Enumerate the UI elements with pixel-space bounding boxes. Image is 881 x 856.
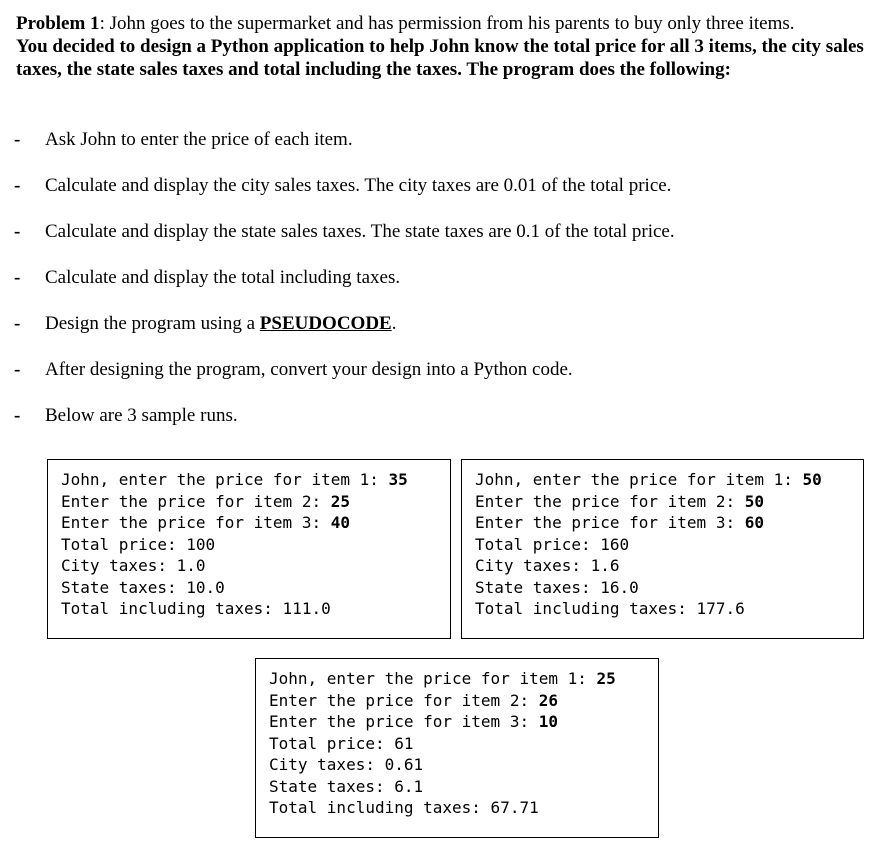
requirement-item [0,358,881,404]
run-state-taxes: State taxes: 10.0 [61,577,225,597]
requirement-item [0,174,881,220]
run-line-item1 [269,668,658,690]
run-line-item3 [269,711,658,733]
requirement-text: Calculate and display the city sales taxes. The city taxes are 0.01 of the total price. [45,175,672,196]
run-input: 25 [596,669,616,688]
run-state-taxes: State taxes: 16.0 [475,577,639,597]
requirement-text [45,312,396,336]
requirement-text-after: . [391,313,397,334]
run-prompt: John, enter the price for item 1: [269,669,597,688]
requirement-text: Ask John to enter the price of each item. [45,129,353,150]
run-line-item2 [61,491,450,513]
run-prompt: Enter the price for item 3: [269,712,539,731]
run-input: 10 [538,712,558,731]
requirement-text: After designing the program, convert your design into a Python code. [45,359,573,380]
requirement-item [0,128,881,174]
bullet-dash: - [14,359,21,380]
sample-run-3 [255,658,659,838]
problem-label: Problem 1 [16,13,100,34]
run-total: Total price: 61 [269,733,414,753]
run-prompt: John, enter the price for item 1: [61,470,389,489]
run-grand-total: Total including taxes: 67.71 [269,798,539,817]
requirement-text-before: Design the program using a [45,313,260,334]
requirement-item [0,404,881,450]
requirement-item [0,220,881,266]
run-city-taxes: City taxes: 0.61 [269,755,424,774]
requirement-text: Calculate and display the total including taxes. [45,267,401,288]
bullet-dash: - [14,129,21,150]
run-input: 25 [330,491,350,511]
run-prompt: Enter the price for item 3: [475,513,745,532]
run-line-item1 [475,469,863,491]
requirement-text: Below are 3 sample runs. [45,405,238,426]
requirements-list [0,128,881,450]
pseudocode-emphasis: PSEUDOCODE [259,313,392,334]
run-input: 60 [744,513,764,532]
sample-run-2 [461,459,864,639]
run-line-item1 [61,469,450,491]
bullet-dash: - [14,175,21,196]
bullet-dash: - [14,313,21,334]
run-prompt: John, enter the price for item 1: [475,470,803,489]
run-line-item2 [269,690,658,712]
requirement-item [0,266,881,312]
bullet-dash: - [14,221,21,242]
run-total: Total price: 100 [61,534,216,554]
run-prompt: Enter the price for item 2: [61,491,331,511]
run-grand-total: Total including taxes: 111.0 [61,599,331,618]
run-grand-total: Total including taxes: 177.6 [475,599,745,618]
run-city-taxes: City taxes: 1.6 [475,556,620,575]
run-input: 50 [744,491,764,511]
run-input: 50 [802,470,822,489]
run-input: 35 [388,470,408,489]
run-input: 40 [330,513,350,532]
bullet-dash: - [14,405,21,426]
sample-run-1 [47,459,451,639]
run-line-item3 [61,512,450,534]
problem-intro: : John goes to the supermarket and has permission from his parents to buy only three items. [99,13,795,34]
run-city-taxes: City taxes: 1.0 [61,556,206,575]
run-input: 26 [538,690,558,710]
run-prompt: Enter the price for item 2: [269,690,539,710]
requirement-text: Calculate and display the state sales taxes. The state taxes are 0.1 of the total price. [45,221,675,242]
run-line-item3 [475,512,863,534]
run-state-taxes: State taxes: 6.1 [269,776,424,796]
run-prompt: Enter the price for item 3: [61,513,331,532]
problem-statement [16,12,866,81]
run-total: Total price: 160 [475,534,630,554]
requirement-item [0,312,881,358]
problem-task: You decided to design a Python application to help John know the total price for all 3 items, the city sales taxes, the state sales taxes and total including the taxes. The program does the following: [16,36,864,80]
run-prompt: Enter the price for item 2: [475,491,745,511]
bullet-dash: - [14,267,21,288]
run-line-item2 [475,491,863,513]
